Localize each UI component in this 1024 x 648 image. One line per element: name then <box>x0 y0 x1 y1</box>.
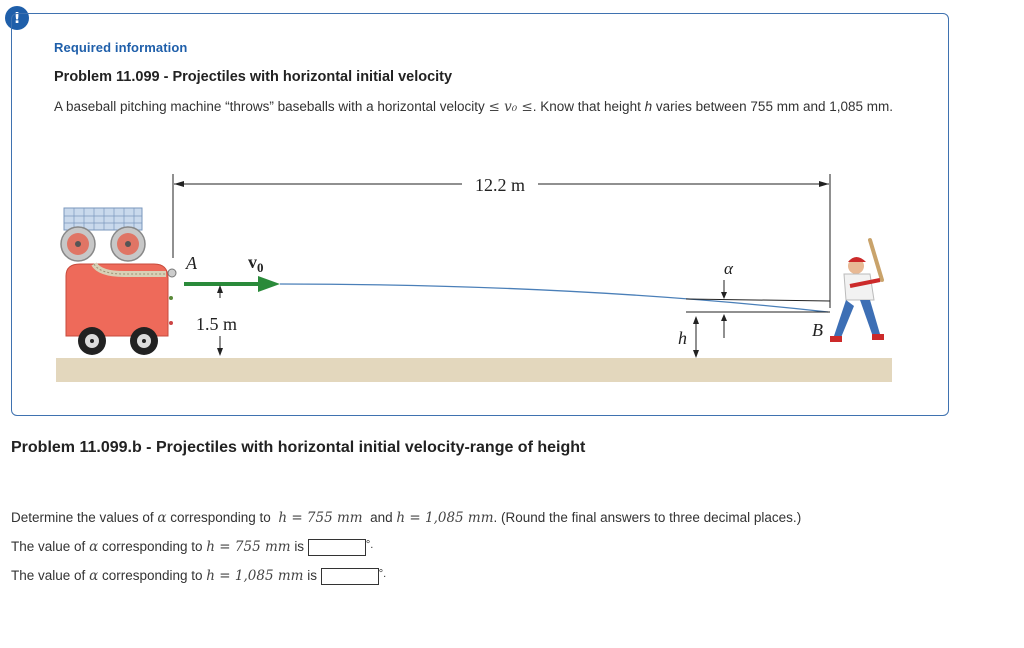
pitching-machine-figure <box>54 168 894 388</box>
problem-description <box>54 98 924 116</box>
problem-title: Problem 11.099 - Projectiles with horizontal initial velocity <box>54 69 453 85</box>
height-h-label: h <box>678 328 687 348</box>
description-text-2: . Know that height <box>532 99 641 114</box>
instruction-line <box>11 510 801 526</box>
q2-alpha: α <box>89 568 99 585</box>
batter-figure <box>830 240 884 342</box>
q1-prefix: The value of <box>11 539 86 555</box>
answer-input-755[interactable] <box>308 539 366 556</box>
distance-label: 12.2 m <box>474 175 526 195</box>
answer-input-1085[interactable] <box>321 568 379 585</box>
q1-is: is <box>294 539 305 555</box>
required-info-label: Required information <box>54 40 188 55</box>
q2-mid: corresponding to <box>101 568 203 584</box>
ground <box>56 358 892 382</box>
q2-degree-unit: °. <box>378 568 387 580</box>
q2-h: h = 1,085 mm <box>206 568 304 585</box>
velocity-arrow-head <box>258 276 280 292</box>
instruction-text-2: corresponding to <box>170 510 271 525</box>
velocity-range-math: ≤ v₀ ≤ <box>488 99 533 115</box>
instruction-h2: h = 1,085 mm <box>396 510 494 526</box>
angle-label: α <box>724 259 733 278</box>
instruction-h1: h = 755 mm <box>278 510 363 526</box>
q1-h: h = 755 mm <box>206 539 291 556</box>
velocity-symbol: v <box>248 252 257 272</box>
q2-prefix: The value of <box>11 568 86 584</box>
q1-mid: corresponding to <box>101 539 203 555</box>
instruction-and: and <box>370 510 393 525</box>
distance-arrow-right <box>819 181 829 187</box>
alert-icon: ! <box>5 6 29 30</box>
instruction-alpha: α <box>157 510 167 526</box>
trajectory-curve <box>280 284 828 312</box>
part-title: Problem 11.099.b - Projectiles with horizontal initial velocity-range of height <box>11 439 586 456</box>
velocity-label <box>248 252 264 275</box>
point-a-label: A <box>186 253 197 273</box>
instruction-end: . (Round the final answers to three decimal places.) <box>493 510 802 525</box>
instruction-text: Determine the values of <box>11 510 154 525</box>
pitching-machine <box>61 208 176 355</box>
point-b-label: B <box>812 320 823 340</box>
q1-degree-unit: °. <box>365 539 374 551</box>
description-text: A baseball pitching machine “throws” baseballs with a horizontal velocity <box>54 99 485 114</box>
velocity-subscript: 0 <box>257 260 264 275</box>
machine-height-label: 1.5 m <box>196 314 238 334</box>
description-h-var: h <box>644 99 653 114</box>
description-text-3: varies between 755 mm and 1,085 mm. <box>655 99 893 114</box>
q2-is: is <box>307 568 317 584</box>
question-1-line <box>11 539 373 556</box>
question-2-line <box>11 568 386 585</box>
q1-alpha: α <box>89 539 99 556</box>
distance-arrow-left <box>174 181 184 187</box>
